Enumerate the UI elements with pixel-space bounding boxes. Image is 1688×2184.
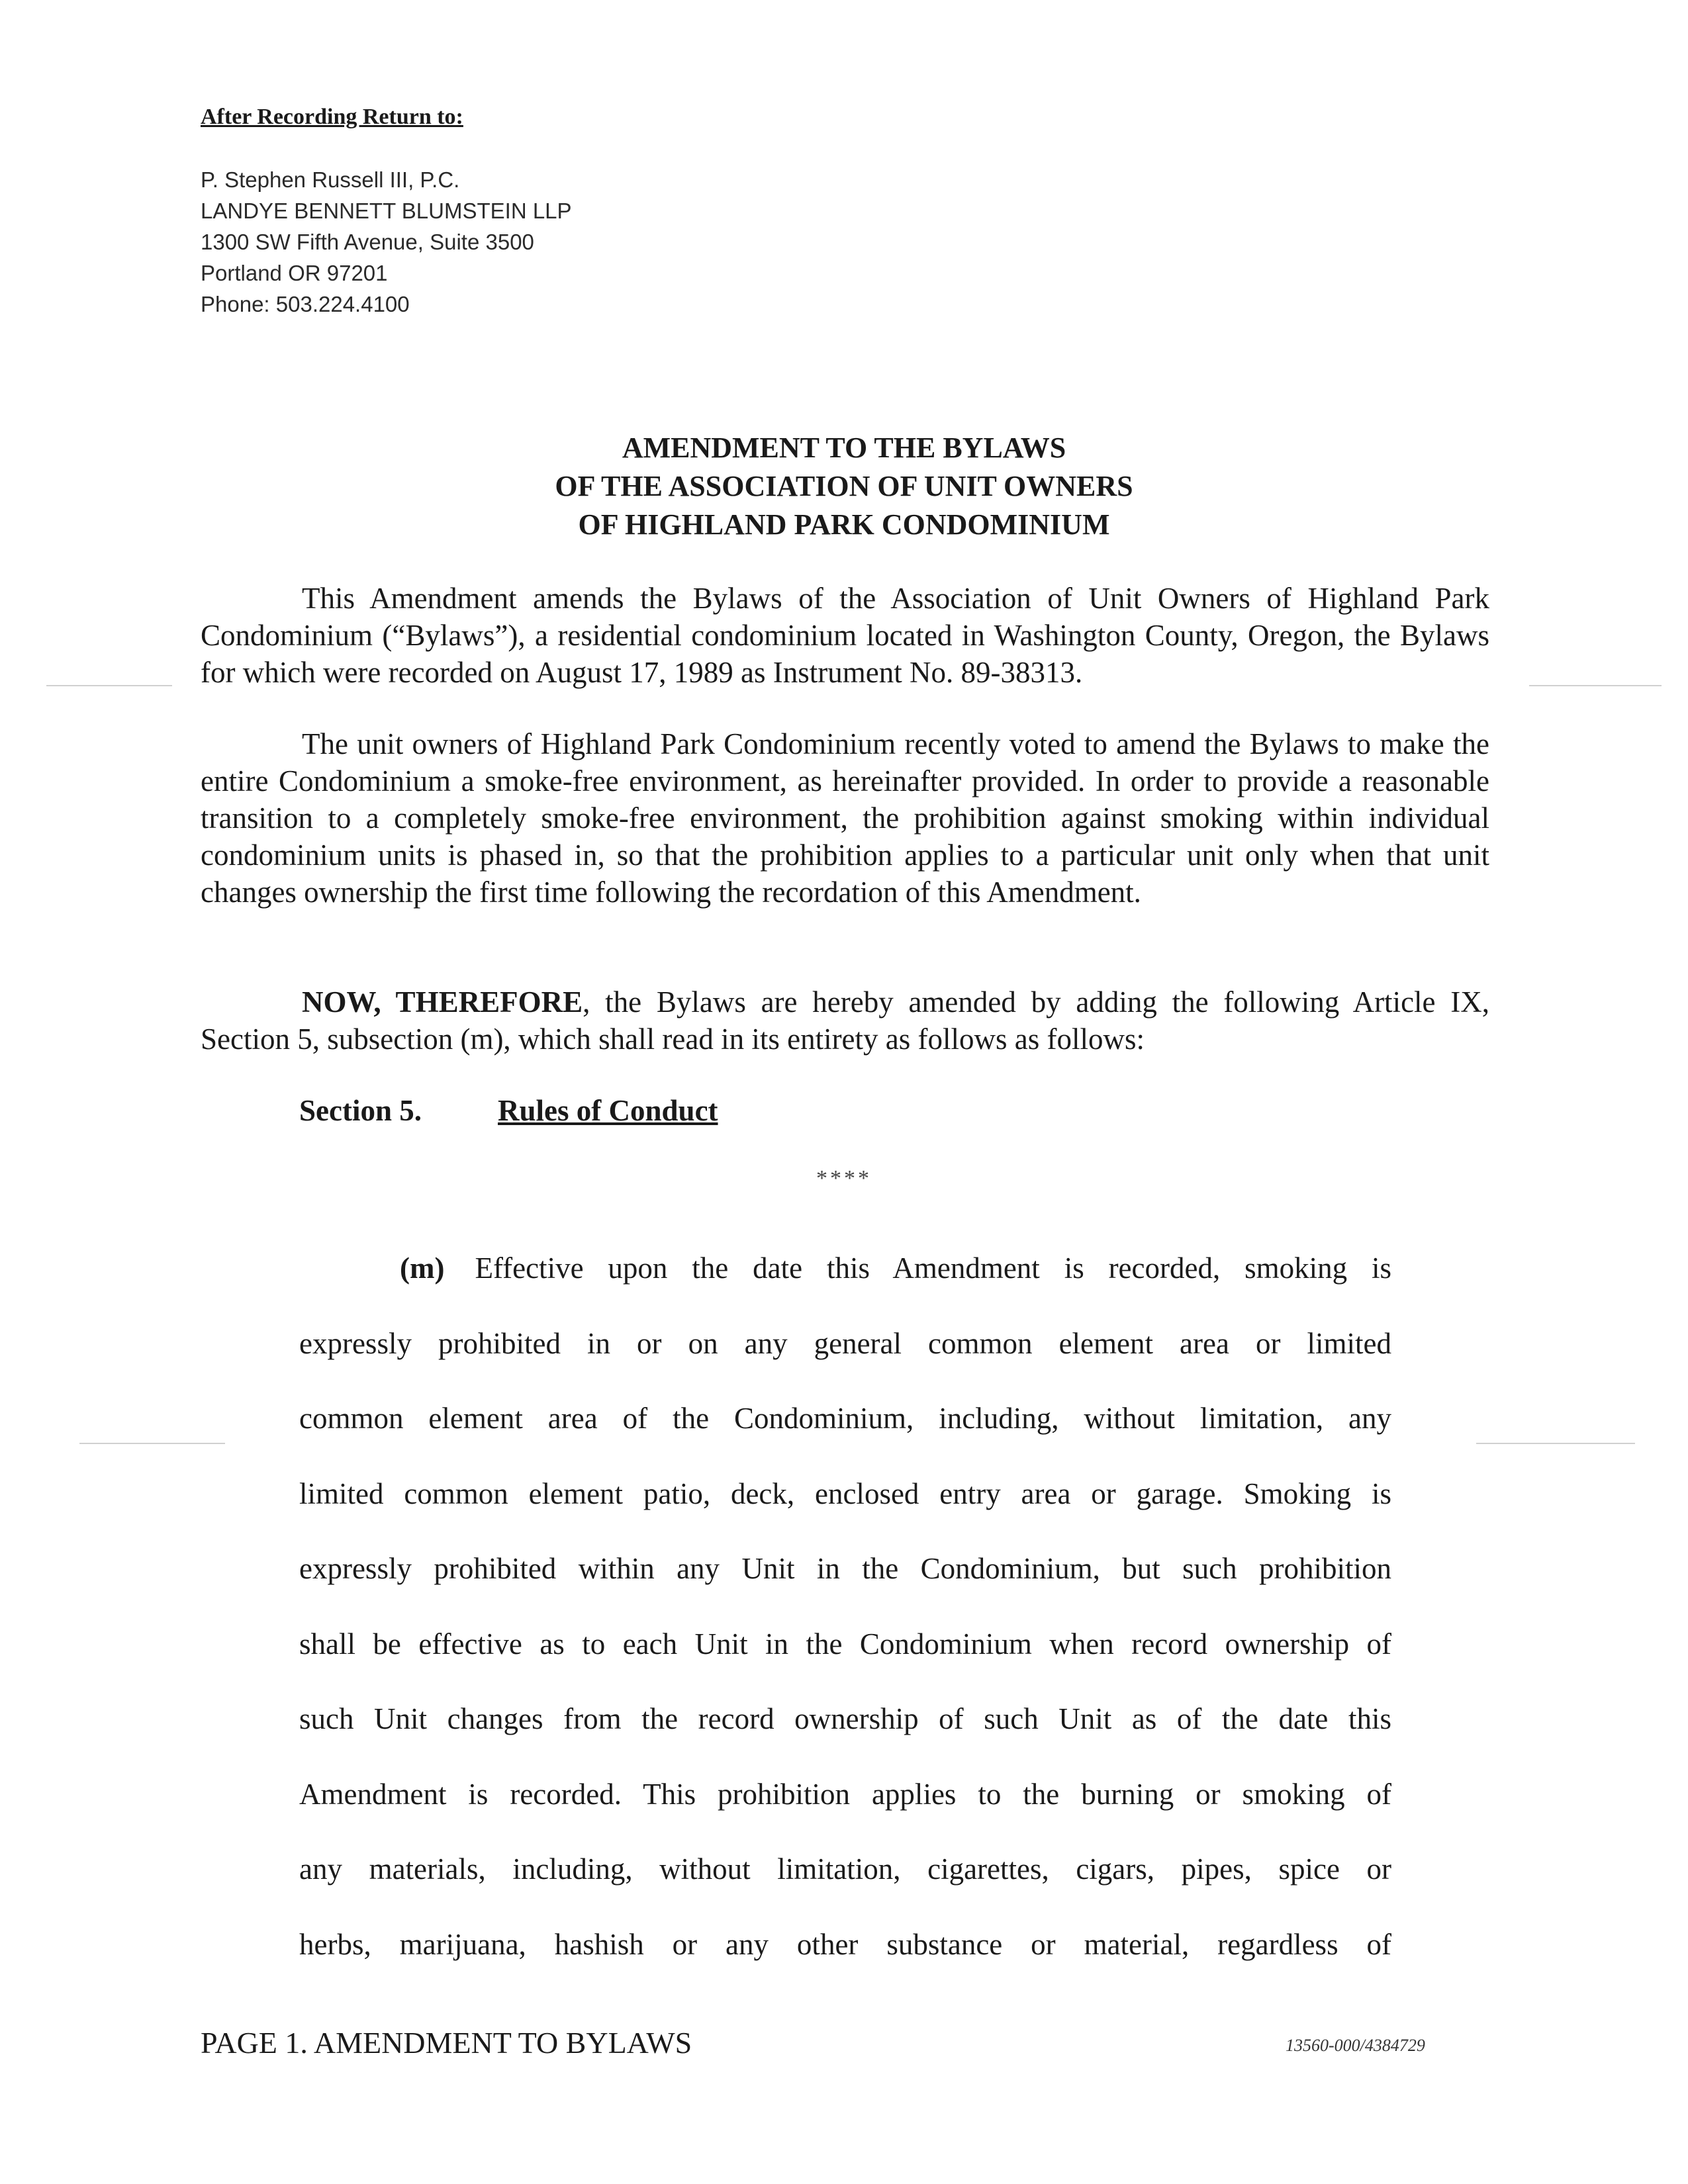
section-heading [299, 1093, 718, 1128]
section-number: Section 5. [299, 1094, 422, 1127]
subsection-line: Amendment is recorded. This prohibition applies to the burning or smoking of [299, 1777, 1391, 1811]
subsection-line-text: Effective upon the date this Amendment is recorded, smoking is [475, 1251, 1391, 1285]
subsection-line: any materials, including, without limitation, cigarettes, cigars, pipes, spice or [299, 1852, 1391, 1886]
resolution-text: , the Bylaws are hereby amended by adding the following Article IX, Section 5, subsection (m), which shall read in its entirety as follows as follows: [201, 985, 1489, 1056]
title-line-3: OF HIGHLAND PARK CONDOMINIUM [578, 508, 1110, 541]
paragraph-intro: This Amendment amends the Bylaws of the Association of Unit Owners of Highland Park Condominium (“Bylaws”), a residential condominium located in Washington County, Oregon, the Bylaws for which were recorded on August 17, 1989 as Instrument No. 89-38313. [201, 582, 1489, 689]
document-number: 13560-000/4384729 [1286, 2036, 1425, 2055]
subsection-line [299, 1231, 1391, 1306]
return-address-heading: After Recording Return to: [201, 105, 463, 129]
section-separator: **** [816, 1166, 872, 1191]
subsection-line: limited common element patio, deck, enclosed entry area or garage. Smoking is [299, 1477, 1391, 1510]
subsection-line: such Unit changes from the record ownership of such Unit as of the date this [299, 1702, 1391, 1735]
address-line-phone: Phone: 503.224.4100 [201, 292, 410, 316]
subsection-line: expressly prohibited within any Unit in the Condominium, but such prohibition [299, 1552, 1391, 1585]
page-footer-label: PAGE 1. AMENDMENT TO BYLAWS [201, 2026, 692, 2060]
scan-artifact-line [79, 1443, 225, 1444]
scan-artifact-line [46, 685, 172, 686]
address-line-attorney: P. Stephen Russell III, P.C. [201, 167, 460, 192]
address-line-city: Portland OR 97201 [201, 261, 388, 285]
resolution-lead: NOW, THEREFORE [302, 985, 583, 1019]
paragraph-resolution [201, 983, 1489, 1058]
return-address [201, 164, 572, 320]
address-line-street: 1300 SW Fifth Avenue, Suite 3500 [201, 230, 534, 254]
scan-artifact-line [1476, 1443, 1635, 1444]
subsection-m [299, 1231, 1391, 1982]
title-line-2: OF THE ASSOCIATION OF UNIT OWNERS [555, 470, 1133, 502]
subsection-line: herbs, marijuana, hashish or any other substance or material, regardless of [299, 1927, 1391, 1961]
document-title [199, 429, 1489, 544]
address-line-firm: LANDYE BENNETT BLUMSTEIN LLP [201, 199, 572, 223]
subsection-label: (m) [400, 1251, 445, 1285]
paragraph-background: The unit owners of Highland Park Condominium recently voted to amend the Bylaws to make the entire Condominium a smoke-free environment, as hereinafter provided. In order to provide a reasonable transition to a completely smoke-free environment, the prohibition against smoking within individual condominium units is phased in, so that the prohibition applies to a particular unit only when that unit changes ownership the first time following the recordation of this Amendment. [201, 727, 1489, 909]
scan-artifact-line [1529, 685, 1662, 686]
subsection-line: common element area of the Condominium, including, without limitation, any [299, 1402, 1391, 1435]
section-title: Rules of Conduct [498, 1094, 718, 1127]
subsection-line: expressly prohibited in or on any general common element area or limited [299, 1326, 1391, 1360]
title-line-1: AMENDMENT TO THE BYLAWS [622, 432, 1066, 464]
subsection-line: shall be effective as to each Unit in the Condominium when record ownership of [299, 1627, 1391, 1661]
